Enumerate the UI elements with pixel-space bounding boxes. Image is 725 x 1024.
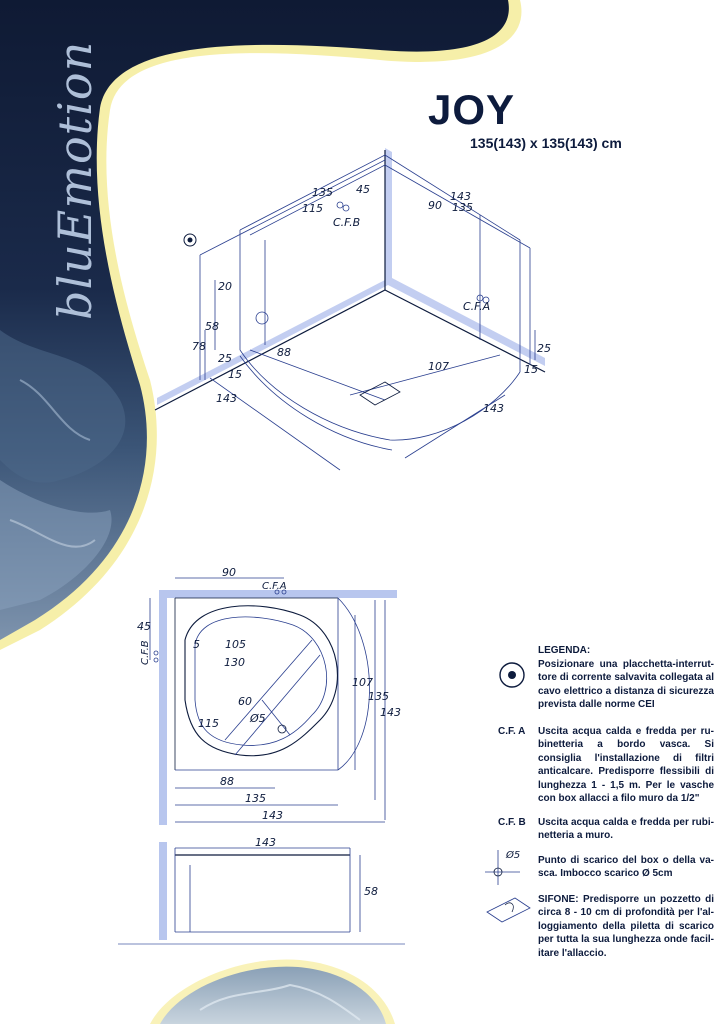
elev-dim-143: 143 bbox=[255, 836, 276, 849]
plan-dim-88: 88 bbox=[220, 775, 234, 788]
iso-dim-15-right: 15 bbox=[524, 363, 538, 376]
plan-dim-105: 105 bbox=[225, 638, 246, 651]
plan-dim-130: 130 bbox=[224, 656, 245, 669]
plan-dim-60: 60 bbox=[238, 695, 252, 708]
iso-dim-143-right: 143 bbox=[483, 402, 504, 415]
elevation-view bbox=[118, 842, 405, 944]
outlet-symbol bbox=[184, 234, 196, 246]
iso-dim-135-top: 135 bbox=[312, 186, 333, 199]
legend-cfa-code: C.F. A bbox=[498, 726, 526, 737]
plan-dim-135-right: 135 bbox=[368, 690, 389, 703]
legend-siphon-text: SIFONE: Predisporre un pozzetto di circa 8 - 10 cm di profondità per l'al-loggiamento della piletta di scarico per tutta la sua lunghezza onde facil-itare l'allaccio. bbox=[538, 894, 714, 959]
brand-logo: bluEmotion bbox=[48, 40, 102, 320]
iso-dim-15-left: 15 bbox=[228, 368, 242, 381]
iso-cfb-label: C.F.B bbox=[333, 216, 361, 229]
iso-dim-45: 45 bbox=[356, 183, 370, 196]
product-title: JOY bbox=[428, 86, 516, 133]
iso-dim-90: 90 bbox=[428, 199, 442, 212]
legend-cfb-text: Uscita acqua calda e fredda per rubi-netteria a muro. bbox=[538, 817, 714, 842]
legend-drain-label: Ø5 bbox=[506, 850, 521, 861]
plan-dim-143-right: 143 bbox=[380, 706, 401, 719]
plan-dim-135-bottom: 135 bbox=[245, 792, 266, 805]
legend-outlet-icon bbox=[500, 663, 524, 687]
legend-siphon-icon bbox=[487, 898, 530, 922]
iso-dim-115: 115 bbox=[302, 202, 323, 215]
plan-view bbox=[150, 578, 397, 825]
legend-title: LEGENDA: bbox=[538, 645, 591, 656]
iso-dim-88: 88 bbox=[277, 346, 291, 359]
plan-dim-90: 90 bbox=[222, 566, 236, 579]
plan-drain-label: Ø5 bbox=[250, 712, 266, 725]
iso-dim-25-right: 25 bbox=[537, 342, 551, 355]
iso-dim-25-left: 25 bbox=[218, 352, 232, 365]
legend-outlet-text: Posizionare una placchetta-interrut-tore di corrente salvavita collegata al cavo elettrico a distanza di sicurezza prevista dalle norme CEI bbox=[538, 659, 714, 711]
plan-dim-115: 115 bbox=[198, 717, 219, 730]
iso-cfa-label: C.F.A bbox=[463, 300, 491, 313]
iso-dim-20: 20 bbox=[218, 280, 232, 293]
legend-cfa-text: Uscita acqua calda e fredda per ru-binetteria a bordo vasca. Si consiglia l'installazione di filtri anticalcare. Predisporre flessibili di lunghezza 1 - 1,5 m. Per le vasche con box allacci a filo muro da 1/2" bbox=[538, 726, 714, 805]
plan-dim-45: 45 bbox=[137, 620, 151, 633]
iso-dim-58: 58 bbox=[205, 320, 219, 333]
plan-cfb-label: C.F.B bbox=[140, 640, 151, 665]
iso-dim-78: 78 bbox=[192, 340, 206, 353]
legend-drain-text: Punto di scarico del box o della va-sca. Imbocco scarico Ø 5cm bbox=[538, 855, 714, 880]
plan-dim-107: 107 bbox=[352, 676, 373, 689]
plan-dim-143-bottom: 143 bbox=[262, 809, 283, 822]
iso-dim-135-right: 135 bbox=[452, 201, 473, 214]
legend-cfb-code: C.F. B bbox=[498, 817, 526, 828]
iso-dim-143-left: 143 bbox=[216, 392, 237, 405]
plan-cfa-label: C.F.A bbox=[262, 581, 287, 592]
plan-dim-5: 5 bbox=[193, 638, 200, 651]
iso-dim-107: 107 bbox=[428, 360, 449, 373]
iso-dim-143-top: 143 bbox=[450, 190, 471, 203]
elev-dim-58: 58 bbox=[364, 885, 378, 898]
product-size: 135(143) x 135(143) cm bbox=[470, 135, 622, 151]
